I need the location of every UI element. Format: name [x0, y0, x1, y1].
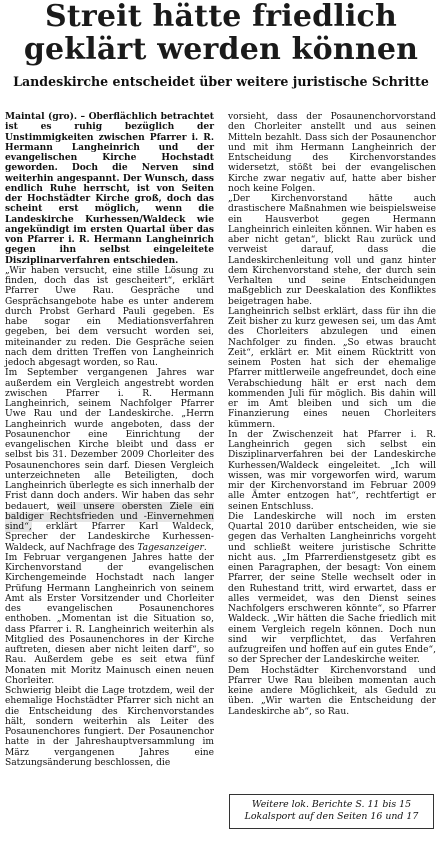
lead-paragraph: Maintal (gro). – Oberflächlich betrachtet ist es ruhig bezüglich der Unstimmigkeiten zwischen Pfarrer i. R. Hermann Langheinrich und der evangelischen Kirche Hochstadt geworden. Doch die Nerven sind weiterhin angespannt. Der Wunsch, dass endlich Ruhe herrscht, ist von Seiten der Hochstädter Kirche groß, doch das scheint erst möglich, wenn die Landeskirche Kurhessen/Waldeck wie angekündigt im ersten Quartal über das von Pfarrer i. R. Hermann Langheinrich gegen ihn selbst eingeleitete Disziplinarverfahren entschieden. — [5, 111, 214, 266]
article-column-left — [5, 112, 214, 768]
body-paragraph: „Der Kirchenvorstand hätte auch drastischere Maßnahmen wie beispielsweise ein Hausverbot gegen Hermann Langheinrich einleiten können. Wir haben es aber nicht getan“, blickt Rau zurück und verweist darauf, dass die Landeskirchenleitung voll und ganz hinter dem Kirchenvorstand stehe, der durch sein Verhalten und seine Entscheidungen maßgeblich zur Deeskalation des Konfliktes beigetragen habe. — [228, 194, 436, 307]
newspaper-name: Tagesanzeiger — [137, 542, 204, 553]
local-sports-line: Lokalsport auf den Seiten 16 und 17 — [244, 811, 419, 822]
related-reports-line: Weitere lok. Berichte S. 11 bis 15 — [251, 799, 412, 810]
attribution-end: . — [203, 542, 207, 553]
body-paragraph: Im Februar vergangenen Jahres hatte der Kirchenvorstand der evangelischen Kirchengemeinde Hochstadt nach langer Prüfung Hermann Langheinrich von seinem Amt als Erster Vorsitzender und Chorleiter des evangelischen Posaunenchores enthoben. „Momentan ist die Situation so, dass Pfarrer i. R. Langheinrich weiterhin als Mitglied des Posaunenchores in der Kirche auftreten, diesen aber nicht leiten darf“, so Rau. Außerdem gebe es seit etwa fünf Monaten mit Moritz Mainusch einen neuen Chorleiter. — [5, 552, 214, 686]
article-subheadline: Landeskirche entscheidet über weitere juristische Schritte — [13, 74, 429, 89]
article-headline: Streit hätte friedlich geklärt werden können — [23, 0, 419, 67]
body-paragraph: Langheinrich selbst erklärt, dass für ihn die Zeit bisher zu kurz gewesen sei, um das Amt des Chorleiters abzulegen und einen Nachfolger zu finden. „So etwas braucht Zeit“, erklärt er. Mit einem Rücktritt von seinem Posten hat sich der ehemalige Pfarrer mittlerweile angefreundet, doch eine Verabschiedung hält er erst nach dem kommenden Juli für möglich. Bis dahin will er im Amt bleiben und sich um die Finanzierung eines neuen Chorleiters kümmern. — [228, 306, 436, 430]
highlighted-quote: weil unsere obersten Ziele ein baldiger Rechtsfrieden und -Einvernehmen sind“, — [5, 501, 214, 532]
body-paragraph: In der Zwischenzeit hat Pfarrer i. R. Langheinrich gegen sich selbst ein Disziplinarverfahren bei der Landeskirche Kurhessen/Waldeck eingeleitet. „Ich will wissen, was mir vorgeworfen wird, warum mir der Kirchenvorstand im Februar 2009 alle Ämter entzogen hat“, rechtfertigt er seinen Entschluss. — [228, 429, 436, 512]
article-column-right — [228, 112, 436, 717]
body-paragraph: Schwierig bleibt die Lage trotzdem, weil der ehemalige Hochstädter Pfarrer sich nicht an die Entscheidung des Kirchenvorstandes hält, sondern weiterhin als Leiter des Posaunenchores fungiert. Der Posaunenchor hatte in der Jahreshauptversammlung im März vergangenen Jahres eine Satzungsänderung beschlossen, die — [5, 686, 214, 768]
body-paragraph — [5, 368, 214, 553]
body-paragraph: „Wir haben versucht, eine stille Lösung zu finden, doch das ist gescheitert“, erklärt Pfarrer Uwe Rau. Gespräche und Gesprächsangebote habe es unter anderem durch Probst Gerhard Pauli gegeben. Es habe sogar ein Mediationsverfahren gegeben, bei dem versucht worden sei, miteinander zu reden. Die Gespräche seien nach dem dritten Treffen von Langheinrich jedoch abgesagt worden, so Rau. — [5, 265, 214, 368]
related-reports-box — [229, 794, 434, 829]
body-paragraph: Dem Hochstädter Kirchenvorstand und Pfarrer Uwe Rau bleiben momentan auch keine andere Möglichkeit, als Geduld zu üben. „Wir warten die Entscheidung der Landeskirche ab“, so Rau. — [228, 665, 436, 717]
body-paragraph: Die Landeskirche will noch im ersten Quartal 2010 darüber entscheiden, wie sie gegen das Verhalten Langheinrichs vorgeht und schließt weitere juristische Schritte nicht aus. „Im Pfarrerdienstgesetz gibt es einen Paragraphen, der besagt: Von einem Pfarrer, der seine Stelle wechselt oder in den Ruhestand tritt, wird erwartet, dass er alles vermeidet, was den Dienst seines Nachfolgers erschweren könnte“, so Pfarrer Waldeck. „Wir hätten die Sache friedlich mit einem Vergleich regeln können. Doch nun sind wir verpflichtet, das Verfahren aufzugreifen und hoffen auf ein gutes Ende“, so der Sprecher der Landeskirche weiter. — [228, 511, 436, 666]
body-paragraph: vorsieht, dass der Posaunenchorvorstand den Chorleiter anstellt und aus seinen Mitteln bezahlt. Dass sich der Posaunenchor und mit ihm Hermann Langheinrich der Entscheidung des Kirchenvorstandes widersetzt, stößt bei der evangelischen Kirche zwar negativ auf, hatte aber bisher noch keine Folgen. — [228, 112, 436, 194]
body-text: Im September vergangenen Jahres war außerdem ein Vergleich angestrebt worden zwischen Pfarrer i. R. Hermann Langheinrich, seinem Nachfolger Pfarrer Uwe Rau und der Landeskirche. „Herrn Langheinrich wurde angeboten, dass der Posaunenchor eine Einrichtung der evangelischen Kirche bleibt und dass er selbst bis 31. Dezember 2009 Chorleiter des Posaunenchores sein darf. Diesen Vergleich unterzeichneten alle Beteiligten, doch Langheinrich überlegte es sich innerhalb der Frist dann doch anders. Wir haben das sehr bedauert, — [5, 368, 214, 512]
attribution-text: erklärt Pfarrer Karl Waldeck, Sprecher der Landeskirche Kurhessen-Waldeck, auf Nachfrage des — [5, 522, 214, 553]
